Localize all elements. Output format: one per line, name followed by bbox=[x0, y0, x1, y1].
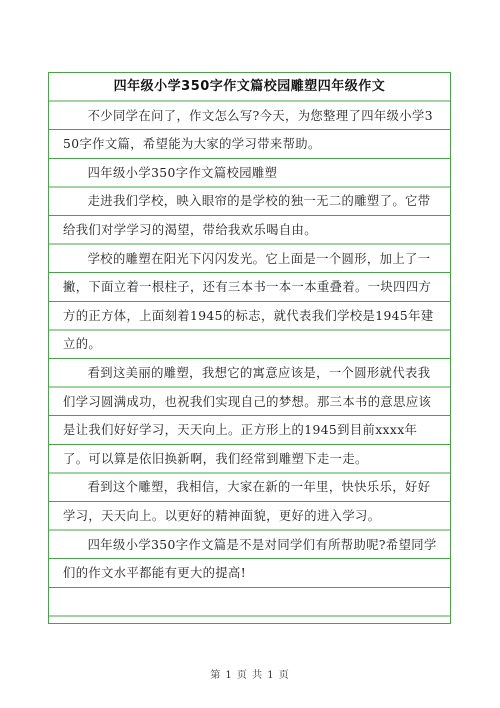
document-title: 四年级小学350字作文篇校园雕塑四年级作文 bbox=[113, 79, 386, 94]
essay-body bbox=[63, 102, 438, 588]
paragraph-closing: 四年级小学350字作文篇是不是对同学们有所帮助呢?希望同学们的作文水平都能有更大的提高! bbox=[63, 537, 437, 581]
paragraph-intro: 不少同学在问了，作文怎么写?今天，为您整理了四年级小学350字作文篇，希望能为大家的学习带来帮助。 bbox=[63, 108, 433, 152]
paragraph-4: 看到这个雕塑，我相信，大家在新的一年里，快快乐乐，好好学习，天天向上。以更好的精神面貌，更好的进入学习。 bbox=[63, 480, 431, 523]
paragraph-subtitle: 四年级小学350字作文篇校园雕塑 bbox=[87, 165, 278, 180]
lined-paper bbox=[48, 72, 451, 624]
paragraph-1: 走进我们学校，映入眼帘的是学校的独一无二的雕塑了。它带给我们对学学习的渴望，带给我欢乐喝自由。 bbox=[63, 194, 431, 237]
paragraph-3: 看到这美丽的雕塑，我想它的寓意应该是，一个圆形就代表我们学习圆满成功，也祝我们实现自己的梦想。那三本书的意思应该是让我们好好学习，天天向上。正方形上的1945到目前xxxx年了。可以算是依旧换新啊，我们经常到雕塑下走一走。 bbox=[63, 365, 432, 466]
page-number: 第 1 页 共 1 页 bbox=[210, 670, 290, 681]
paragraph-2: 学校的雕塑在阳光下闪闪发光。它上面是一个圆形，加上了一撇，下面立着一根柱子，还有三本书一本一本重叠着。一块四四方方的正方体，上面刻着1945的标志，就代表我们学校是1945年建立的。 bbox=[63, 251, 434, 352]
